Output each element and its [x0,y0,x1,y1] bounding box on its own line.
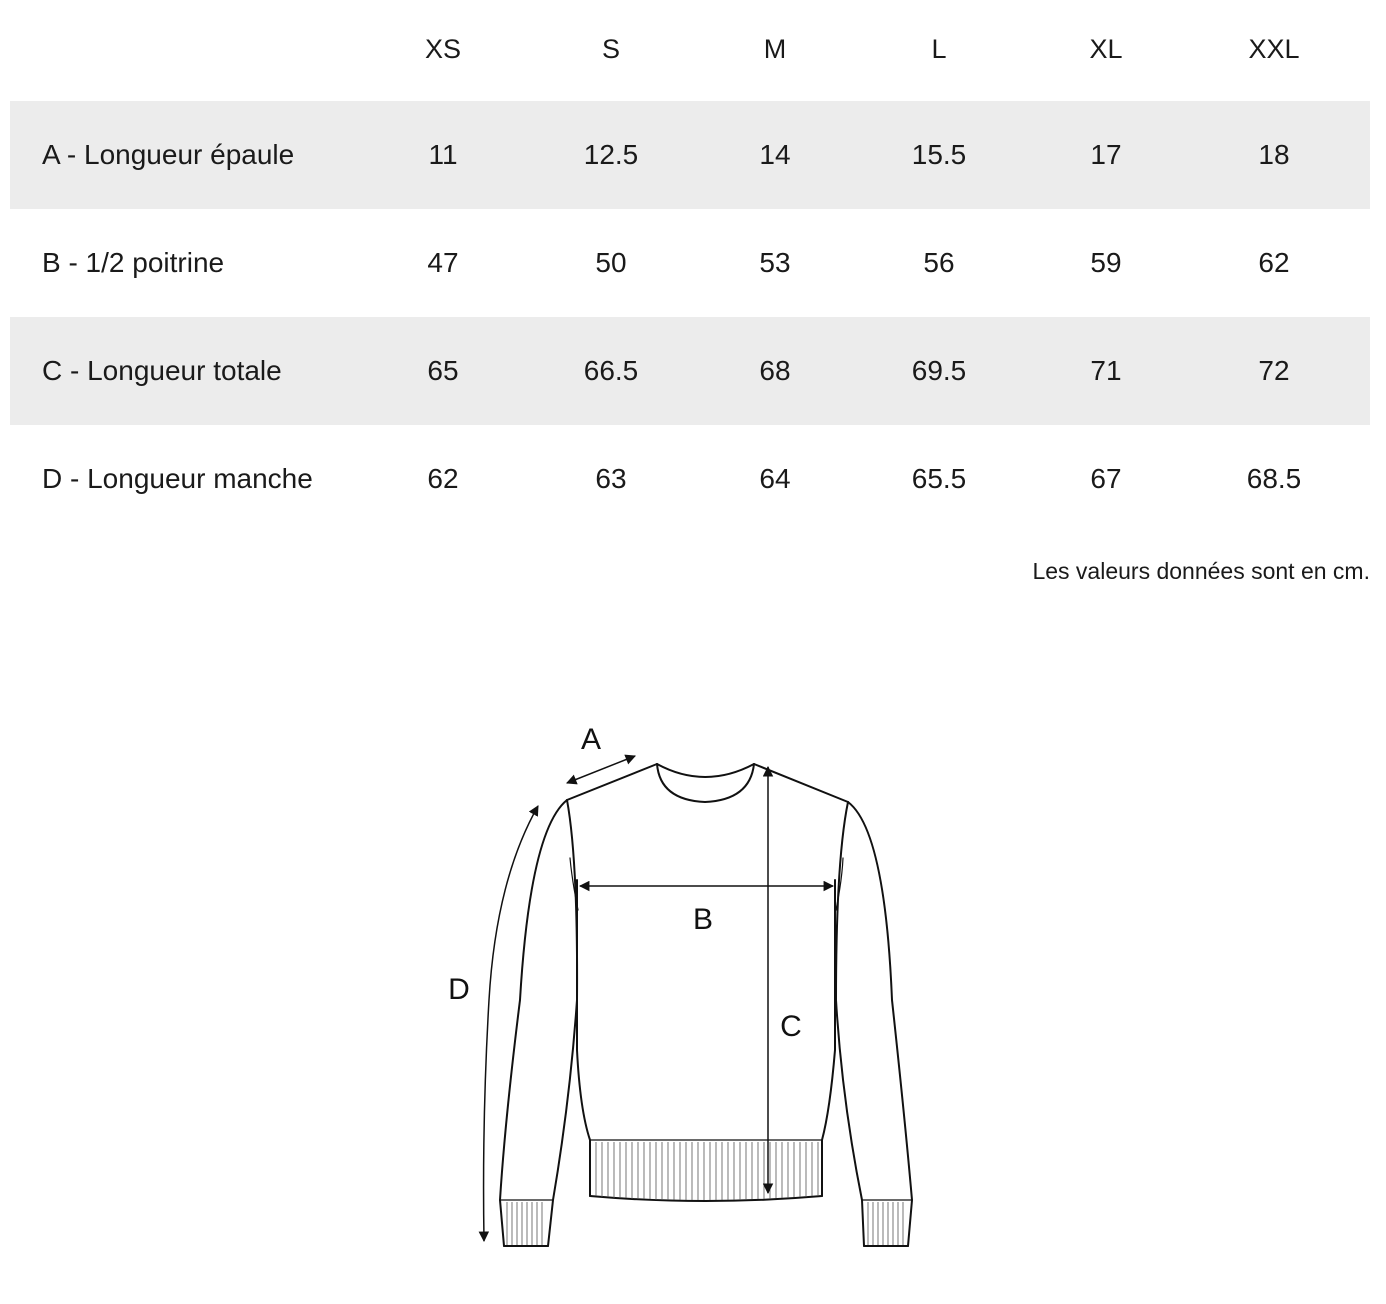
table-cell: 12.5 [583,139,639,170]
table-row [10,209,1370,317]
size-header-l: L [931,34,947,64]
sweater-illustration [420,700,940,1280]
table-cell: 53 [759,247,791,278]
table-cell: 68 [759,355,791,386]
units-note: Les valeurs données sont en cm. [1032,558,1370,584]
size-header-xs: XS [424,34,462,64]
row-label-total-length: C - Longueur totale [42,355,282,386]
hem-ribbing [596,1142,818,1200]
table-cell: 71 [1090,355,1122,386]
table-cell: 47 [427,247,459,278]
size-table [10,0,1370,533]
table-cell: 56 [923,247,955,278]
size-header-xl: XL [1089,34,1123,64]
size-header-s: S [601,34,620,64]
table-cell: 65.5 [911,463,967,494]
right-cuff-ribbing [868,1202,903,1245]
label-c: C [780,1010,802,1043]
table-cell: 62 [427,463,459,494]
sweater-diagram [420,700,940,1280]
table-cell: 14 [759,139,791,170]
table-row [10,101,1370,209]
table-cell: 62 [1258,247,1290,278]
arrow-a [567,756,635,783]
label-b: B [692,903,714,936]
label-a: A [580,723,602,756]
size-header-m: M [763,34,787,64]
table-cell: 59 [1090,247,1122,278]
row-label-sleeve-length: D - Longueur manche [42,463,313,494]
table-cell: 68.5 [1246,463,1302,494]
arrow-d [484,806,538,1241]
table-cell: 66.5 [583,355,639,386]
row-label-chest: B - 1/2 poitrine [42,247,225,278]
table-row [10,425,1370,533]
table-cell: 17 [1090,139,1122,170]
measurement-arrows [484,756,833,1241]
table-cell: 50 [595,247,627,278]
size-header-xxl: XXL [1248,34,1300,64]
table-cell: 63 [595,463,627,494]
table-cell: 72 [1258,355,1290,386]
table-cell: 11 [428,139,458,170]
table-cell: 65 [427,355,459,386]
label-d: D [448,973,470,1006]
row-label-shoulder: A - Longueur épaule [42,139,295,170]
size-header-row [10,0,1370,101]
sweater-outline [500,764,912,1246]
left-cuff-ribbing [507,1202,542,1245]
table-cell: 18 [1258,139,1290,170]
table-cell: 15.5 [911,139,967,170]
table-cell: 64 [759,463,791,494]
table-row [10,317,1370,425]
table-cell: 69.5 [911,355,967,386]
table-cell: 67 [1090,463,1122,494]
